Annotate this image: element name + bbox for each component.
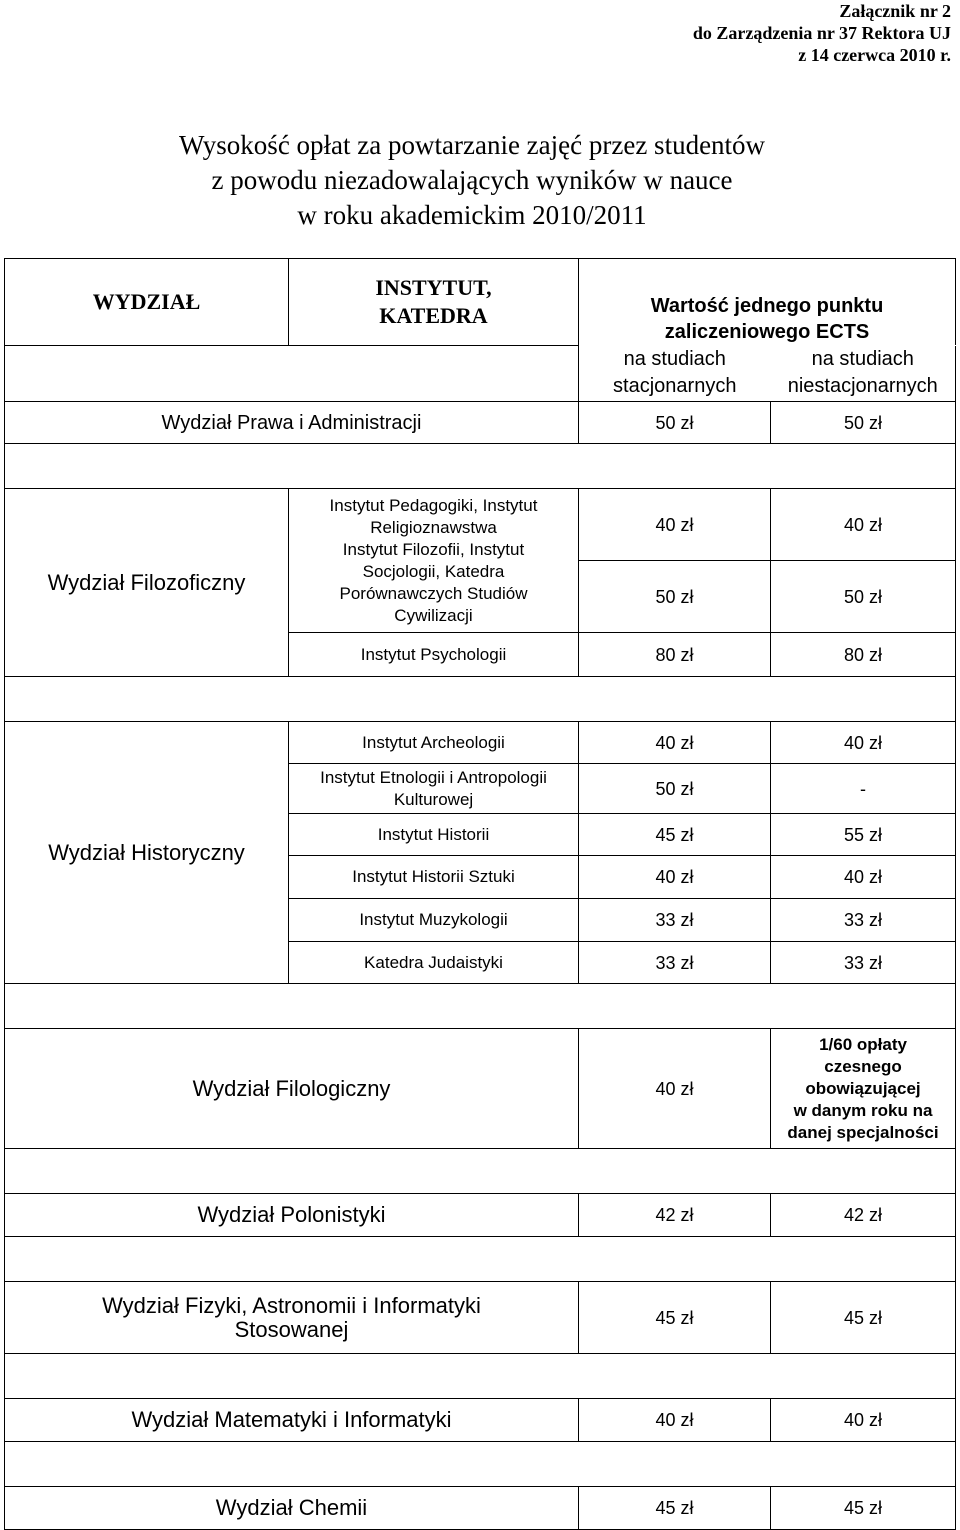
table-row [5,1194,956,1237]
fee-full-time: 50 zł [579,402,771,444]
fee-part-time: 45 zł [771,1282,956,1354]
header-department: WYDZIAŁ [5,259,289,346]
institute-psychology: Instytut Psychologii [289,633,579,677]
title-line: w roku akademickim 2010/2011 [297,200,647,230]
department-philosophy: Wydział Filozoficzny [5,489,289,677]
fees-table [4,258,956,1530]
fee-full-time: 42 zł [579,1194,771,1237]
spacer-row [5,1442,956,1487]
annex-line: do Zarządzenia nr 37 Rektora UJ [692,23,951,43]
fee-part-time: 40 zł [771,722,956,764]
fee-part-time: 33 zł [771,942,956,984]
fee-part-time: 42 zł [771,1194,956,1237]
fee-part-time: - [771,764,956,814]
spacer-row [5,677,956,722]
title-line: Wysokość opłat za powtarzanie zajęć przez studentów [178,130,766,160]
fee-full-time: 45 zł [579,1282,771,1354]
department-math: Wydział Matematyki i Informatyki [5,1399,579,1442]
institute-name: Instytut Muzykologii [289,899,579,942]
fee-full-time: 80 zł [579,633,771,677]
spacer-row [5,1354,956,1399]
fee-part-time: 33 zł [771,899,956,942]
fee-part-time: 40 zł [771,489,956,561]
table-header-row [5,259,956,345]
table-row [5,489,956,561]
fee-part-time: 45 zł [771,1487,956,1530]
annex-line: z 14 czerwca 2010 r. [798,45,951,65]
department-history: Wydział Historyczny [5,722,289,984]
table-row [5,1282,956,1354]
fee-full-time: 40 zł [579,1399,771,1442]
fee-part-time: 50 zł [771,561,956,633]
table-row [5,1029,956,1149]
department-physics: Wydział Fizyki, Astronomii i Informatyki Stosowanej [5,1282,579,1354]
fee-full-time: 33 zł [579,942,771,984]
fee-full-time: 50 zł [579,561,771,633]
spacer-row [5,1149,956,1194]
institute-name: Instytut Historii Sztuki [289,856,579,899]
spacer-row [5,444,956,489]
institute-name: Instytut Historii [289,814,579,856]
fee-part-time: 40 zł [771,1399,956,1442]
department-law: Wydział Prawa i Administracji [5,402,579,444]
table-subheader-row [5,346,956,402]
table-row [5,1399,956,1442]
institute-group: Instytut Pedagogiki, Instytut Religioznawstwa Instytut Filozofii, Instytut Socjologii, Katedra Porównawczych Studiów Cywilizacji [289,489,579,633]
fee-full-time: 40 zł [579,489,771,561]
department-chemistry: Wydział Chemii [5,1487,579,1530]
fee-full-time: 40 zł [579,722,771,764]
fee-full-time: 33 zł [579,899,771,942]
fee-full-time: 45 zł [579,1487,771,1530]
institute-name: Instytut Archeologii [289,722,579,764]
fee-part-time: 1/60 opłaty czesnego obowiązującej w danym roku na danej specjalności [771,1029,956,1149]
fee-part-time: 40 zł [771,856,956,899]
header-ects-value: Wartość jednego punktu zaliczeniowego ECTS [579,259,956,345]
spacer-row [5,984,956,1029]
table-row [5,1487,956,1530]
annex-reference [551,0,951,66]
fee-part-time: 50 zł [771,402,956,444]
fee-full-time: 50 zł [579,764,771,814]
table-row [5,722,956,764]
fee-full-time: 40 zł [579,856,771,899]
document-title [0,128,944,233]
title-line: z powodu niezadowalających wyników w nauce [211,165,733,195]
annex-line: Załącznik nr 2 [839,1,951,21]
institute-name: Instytut Etnologii i Antropologii Kulturowej [289,764,579,814]
header-institute: INSTYTUT, KATEDRA [289,259,579,346]
department-philology: Wydział Filologiczny [5,1029,579,1149]
fee-full-time: 45 zł [579,814,771,856]
fee-part-time: 80 zł [771,633,956,677]
header-part-time: na studiach niestacjonarnych [771,346,956,402]
institute-name: Katedra Judaistyki [289,942,579,984]
department-polish: Wydział Polonistyki [5,1194,579,1237]
header-full-time: na studiach stacjonarnych [579,346,771,402]
spacer-row [5,1237,956,1282]
table-row [5,402,956,444]
fee-part-time: 55 zł [771,814,956,856]
fee-full-time: 40 zł [579,1029,771,1149]
